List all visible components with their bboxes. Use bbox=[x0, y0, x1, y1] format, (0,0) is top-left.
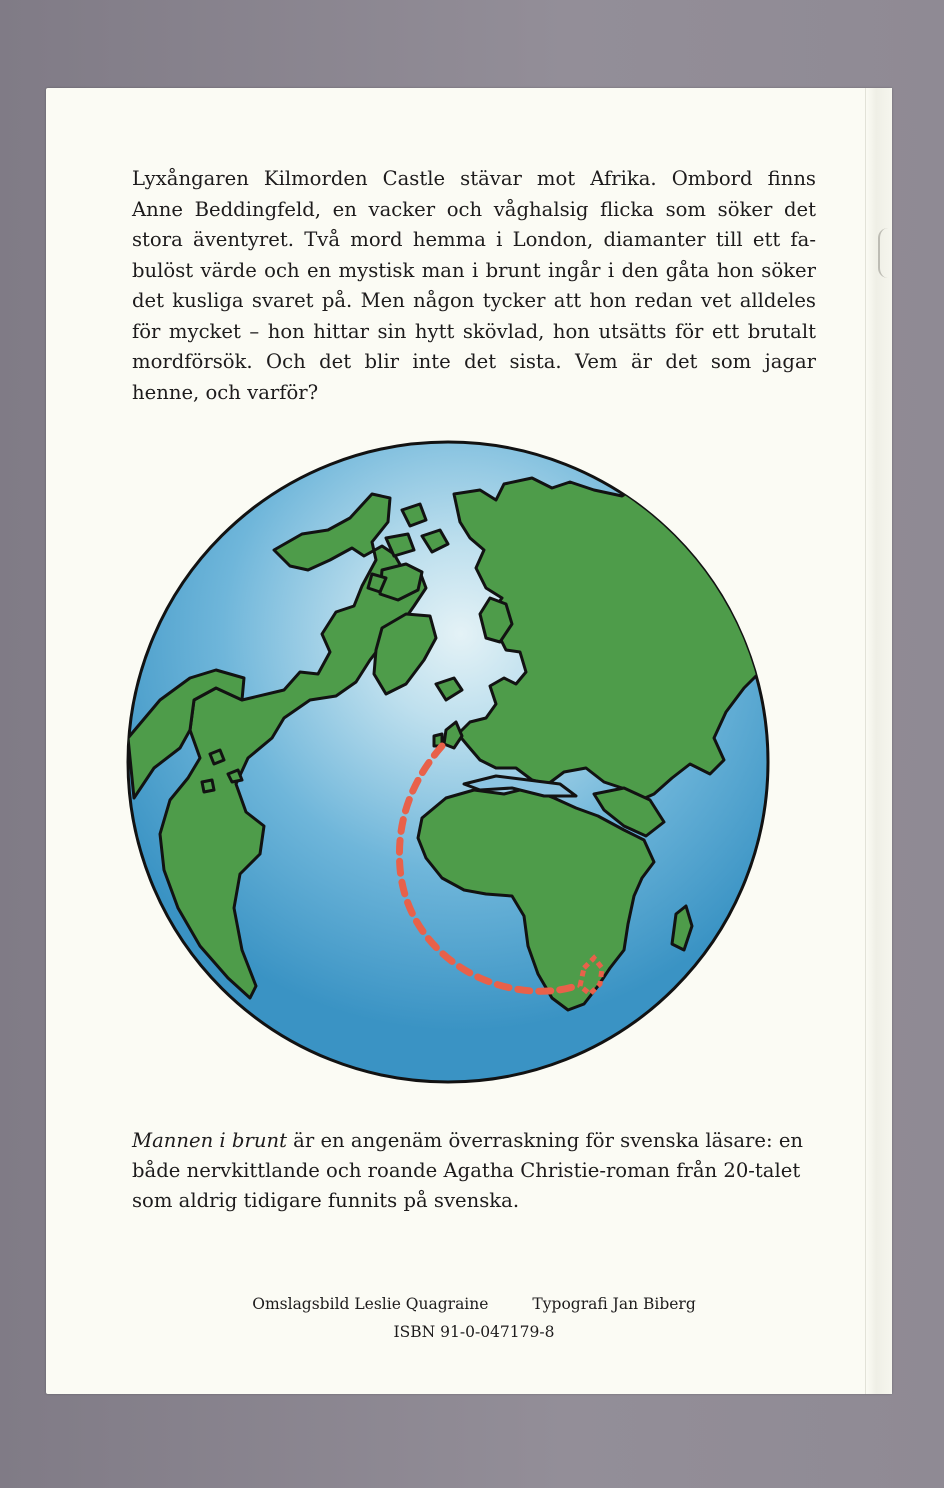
closing-line-rest: är en angenäm överraskning för svenska läsare: en bbox=[286, 1129, 804, 1152]
blurb-line: stora äventyret. Två mord hemma i London, diamanter till ett fa- bbox=[132, 228, 816, 251]
blurb-line: Anne Beddingfeld, en vacker och våghalsig flicka som söker det bbox=[132, 197, 816, 221]
book-title-italic: Mannen i brunt bbox=[132, 1129, 287, 1152]
credits-block bbox=[132, 1290, 816, 1346]
jacket-fold-crease bbox=[878, 228, 890, 278]
closing-line: som aldrig tidigare funnits på svenska. bbox=[132, 1189, 520, 1212]
isbn-number: ISBN 91-0-047179-8 bbox=[393, 1323, 555, 1341]
typography-credit: Typografi Jan Biberg bbox=[532, 1295, 696, 1313]
blurb-line: det kusliga svaret på. Men någon tycker att hon redan vet alldeles bbox=[132, 289, 816, 312]
caribbean-island bbox=[210, 750, 224, 764]
blurb-line: bulöst värde och en mystisk man i brunt ingår i den gåta hon söker bbox=[132, 258, 816, 282]
credit-row bbox=[132, 1290, 816, 1318]
caribbean-island bbox=[228, 770, 242, 782]
globe-illustration bbox=[124, 438, 772, 1086]
blurb-line: mordförsök. Och det blir inte det sista. Vem är det som jagar bbox=[132, 350, 816, 373]
cover-art-credit: Omslagsbild Leslie Quagraine bbox=[252, 1295, 489, 1313]
closing-line bbox=[132, 1126, 816, 1156]
blurb-line: Lyxångaren Kilmorden Castle stävar mot Afrika. Ombord finns bbox=[132, 167, 816, 190]
blurb-line: för mycket – hon hittar sin hytt skövlad, hon utsätts för ett brutalt bbox=[132, 319, 816, 343]
blurb-line: henne, och varför? bbox=[132, 380, 319, 404]
dust-jacket-fold bbox=[865, 88, 892, 1394]
closing-line: både nervkittlande och roande Agatha Christie-roman från 20-talet bbox=[132, 1159, 801, 1182]
blurb-paragraph bbox=[132, 164, 816, 408]
closing-paragraph bbox=[132, 1126, 816, 1216]
caribbean-island bbox=[202, 780, 214, 792]
